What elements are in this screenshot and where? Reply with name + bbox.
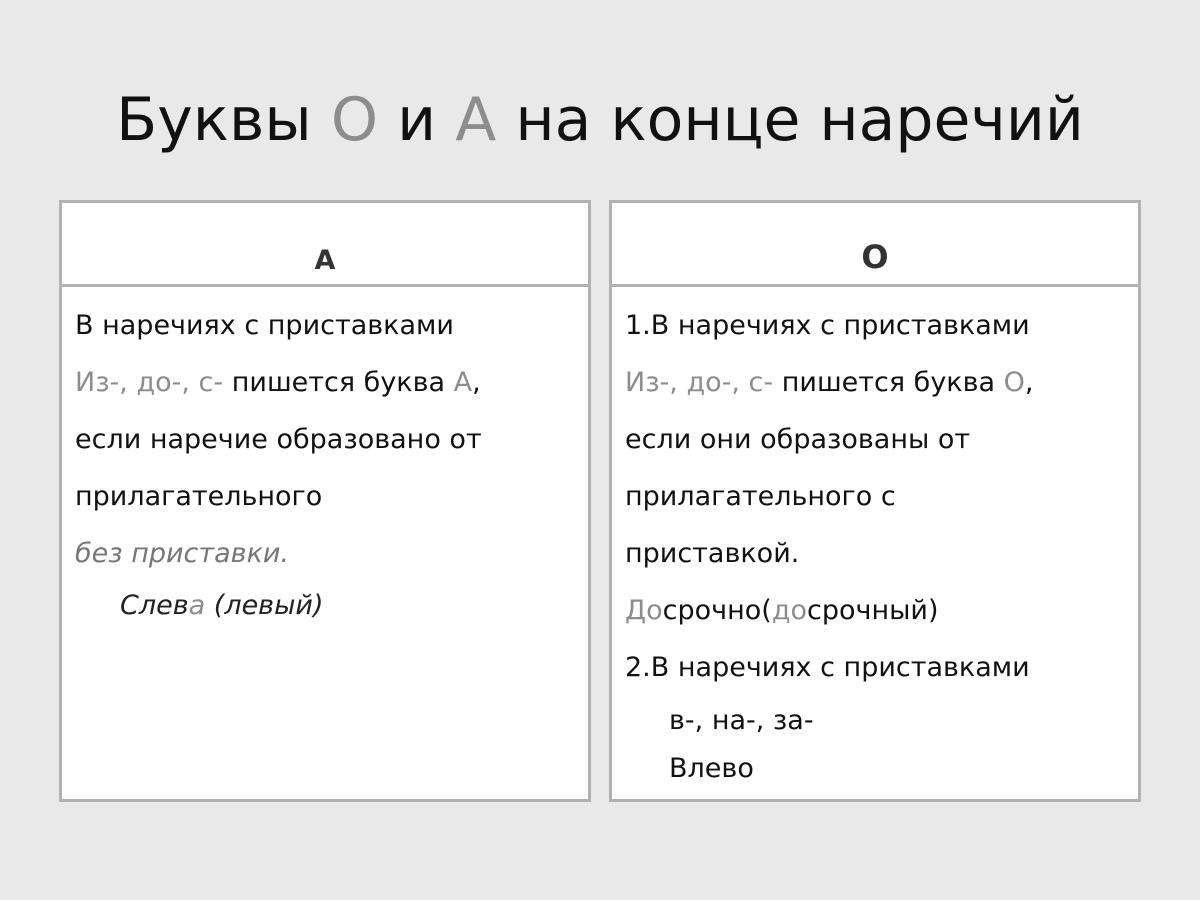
rule-a-example-ending: а — [188, 590, 206, 621]
rule-a-line-2-text: пишется буква — [231, 367, 446, 398]
rule-o-example-1-ending: о — [744, 595, 762, 626]
rule-o-line-1: 1.В наречиях с приставками — [625, 310, 1030, 341]
rule-a-example — [75, 582, 588, 630]
rule-card-o — [609, 200, 1141, 802]
rule-a-letter: А — [453, 367, 473, 398]
rule-o-line-4: прилагательного с — [625, 481, 896, 512]
title-word-and: и — [397, 85, 437, 155]
rule-card-a — [59, 200, 591, 802]
rule-a-prefixes: Из-, до-, с- — [75, 367, 224, 398]
rule-a-line-3: если наречие образовано от — [75, 424, 482, 455]
rule-card-o-header-text: О — [861, 238, 889, 276]
rule-o-example-2-ending: о — [737, 753, 754, 784]
rule-o-example-1-source-rest: срочный) — [807, 595, 939, 626]
rule-o-line-2-text: пишется буква — [781, 367, 996, 398]
title-word-rest: на конце наречий — [515, 85, 1084, 155]
title-word-letters: Буквы — [116, 85, 312, 155]
rule-a-line-2-comma: , — [472, 367, 481, 398]
page-title — [0, 78, 1200, 162]
rule-card-o-body — [612, 287, 1138, 793]
rule-o-line-3: если они образованы от — [625, 424, 971, 455]
rule-o-line-7: 2.В наречиях с приставками — [625, 652, 1030, 683]
rule-card-a-body — [62, 287, 588, 630]
rule-o-line-2-comma: , — [1024, 367, 1034, 398]
rule-a-example-source: (левый) — [213, 590, 324, 621]
rule-card-a-header — [62, 203, 588, 287]
rule-o-line-8: в-, на-, за- — [669, 705, 814, 736]
title-letter-a: А — [455, 85, 497, 155]
rule-o-example-2-stem: Влев — [669, 753, 738, 784]
rule-a-line-5: без приставки. — [75, 538, 290, 569]
rule-o-example-2 — [625, 745, 1138, 793]
rule-o-prefixes: Из-, до-, с- — [625, 367, 774, 398]
rule-o-example-1-stem: срочн — [662, 595, 745, 626]
rule-a-line-1: В наречиях с приставками — [75, 310, 454, 341]
rule-o-example-1-paren: ( — [761, 595, 772, 626]
rule-a-example-word: Слев — [120, 590, 189, 621]
rule-o-line-5: приставкой. — [625, 538, 800, 569]
rule-o-line-2 — [625, 354, 1138, 411]
rule-card-o-header — [612, 203, 1138, 287]
rule-o-example-1-source-prefix: до — [771, 595, 807, 626]
rule-a-line-2 — [75, 354, 588, 411]
rule-o-example-1-prefix: До — [625, 595, 663, 626]
rule-card-a-header-text: А — [314, 245, 336, 276]
rule-a-line-4: прилагательного — [75, 481, 323, 512]
rule-o-letter: О — [1003, 367, 1025, 398]
title-letter-o: О — [330, 85, 379, 155]
rule-o-example-1 — [625, 582, 1138, 639]
